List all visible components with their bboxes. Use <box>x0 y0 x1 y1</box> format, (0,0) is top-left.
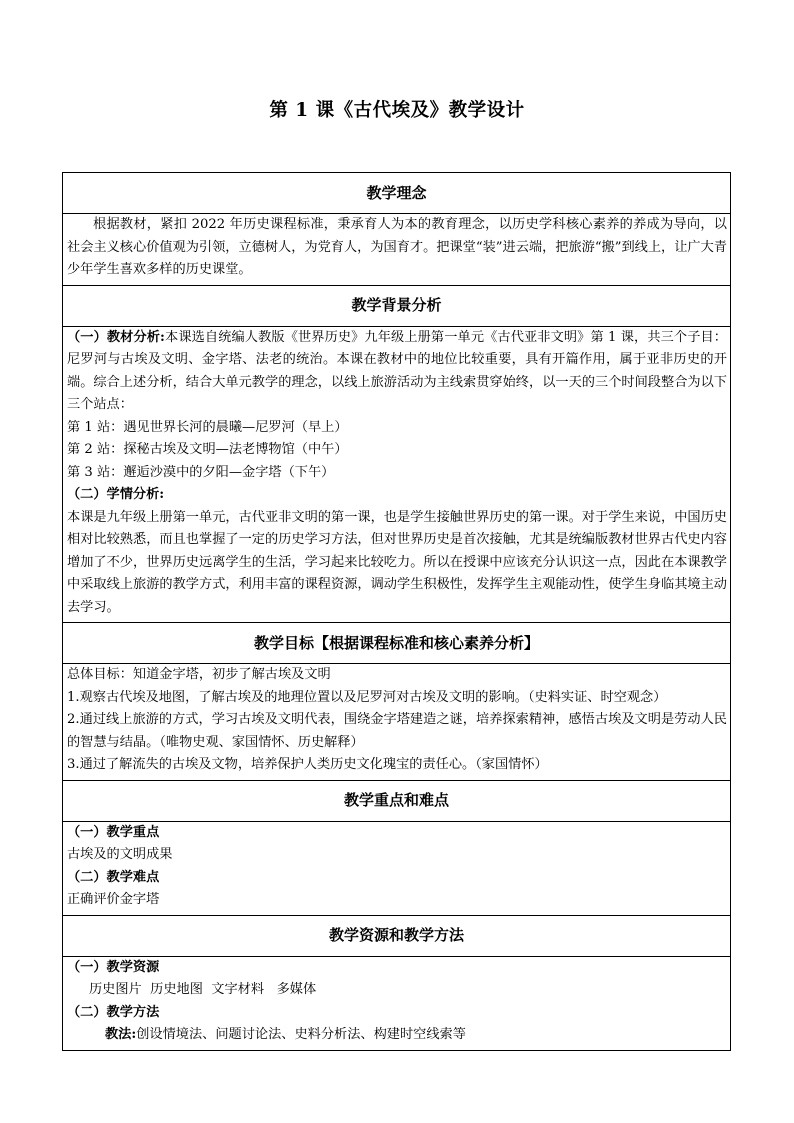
station-item: 第 1 站：遇见世界长河的晨曦—尼罗河（早上） <box>67 419 348 435</box>
philosophy-content-row <box>63 214 731 286</box>
section-heading-philosophy: 教学理念 <box>63 173 731 214</box>
section-heading-keypoints: 教学重点和难点 <box>63 780 731 821</box>
resources-content-row <box>63 956 731 1050</box>
objective-item: 3.通过了解流失的古埃及文物，培养保护人类历史文化瑰宝的责任心。（家国情怀） <box>67 757 548 772</box>
resource-label: （一）教学资源 <box>67 959 160 975</box>
difficult-point-text: 正确评价金字塔 <box>67 892 160 907</box>
section-heading-objectives: 教学目标【根据课程标准和核心素养分析】 <box>63 623 731 664</box>
objective-item: 2.通过线上旅游的方式，学习古埃及文明代表，围绕金字塔建造之谜，培养探索精神，感悟古埃及文明是劳动人民的智慧与结晶。（唯物史观、家国情怀、历史解释） <box>67 712 727 750</box>
resources-cell <box>63 956 731 1050</box>
philosophy-text: 根据教材，紧扣 2022 年历史课程标准，秉承育人为本的教育理念，以历史学科核心素养的养成为导向，以社会主义核心价值观为引领，立德树人，为党育人，为国育才。把课堂“装”进云端，把旅游“搬”到线上，让广大青少年学生喜欢多样的历史课堂。 <box>67 217 727 277</box>
keypoints-cell <box>63 821 731 915</box>
textbook-analysis-label: （一）教材分析: <box>67 329 165 345</box>
key-point-label: （一）教学重点 <box>67 824 160 840</box>
background-heading-row <box>63 285 731 326</box>
station-item: 第 3 站：邂逅沙漠中的夕阳—金字塔（下午） <box>67 464 335 480</box>
teaching-method-line <box>67 1024 727 1047</box>
objectives-cell <box>63 664 731 781</box>
learner-analysis-text: 本课是九年级上册第一单元，古代亚非文明的第一课，也是学生接触世界历史的第一课。对于学生来说，中国历史相对比较熟悉，而且也掌握了一定的历史学习方法，但对世界历史是首次接触，尤其是统编版教材世界古代史内容增加了不少，世界历史远离学生的生活，学习起来比较吃力。所以在授课中应该充分认识这一点，因此在本课教学中采取线上旅游的教学方式，利用丰富的课程资源，调动学生积极性，发挥学生主观能动性，使学生身临其境主动去学习。 <box>67 509 727 615</box>
textbook-analysis-paragraph <box>67 327 727 417</box>
method-label: （二）教学方法 <box>67 1004 160 1020</box>
document-title: 第 1 课《古代埃及》教学设计 <box>269 100 525 121</box>
keypoints-heading-row <box>63 780 731 821</box>
keypoints-content-row <box>63 821 731 915</box>
difficult-point-label: （二）教学难点 <box>67 869 160 885</box>
key-point-text: 古埃及的文明成果 <box>67 847 173 862</box>
philosophy-heading-row <box>63 173 731 214</box>
philosophy-cell <box>63 214 731 286</box>
objectives-content-row <box>63 664 731 781</box>
objectives-heading-row <box>63 623 731 664</box>
resource-text: 历史图片 历史地图 文字材料 多媒体 <box>89 982 317 997</box>
background-cell <box>63 326 731 623</box>
background-content-row <box>63 326 731 623</box>
objective-item: 总体目标：知道金字塔，初步了解古埃及文明 <box>67 667 331 682</box>
station-item: 第 2 站：探秘古埃及文明—法老博物馆（中午） <box>67 442 348 457</box>
teaching-method-text: 创设情境法、问题讨论法、史料分析法、构建时空线索等 <box>136 1027 466 1042</box>
section-heading-resources: 教学资源和教学方法 <box>63 915 731 956</box>
learner-analysis-label: （二）学情分析: <box>67 487 165 502</box>
resources-heading-row <box>63 915 731 956</box>
objective-item: 1.观察古代埃及地图，了解古埃及的地理位置以及尼罗河对古埃及文明的影响。（史料实证、时空观念） <box>67 689 667 705</box>
section-heading-background: 教学背景分析 <box>63 285 731 326</box>
teaching-method-label: 教法: <box>105 1027 137 1042</box>
textbook-analysis-text: 本课选自统编人教版《世界历史》九年级上册第一单元《古代亚非文明》第 1 课，共三个子目：尼罗河与古埃及文明、金字塔、法老的统治。本课在教材中的地位比较重要，具有开篇作用，属于亚非历史的开端。综合上述分析，结合大单元教学的理念，以线上旅游活动为主线索贯穿始终，以一天的三个时间段整合为以下三个站点： <box>67 329 727 412</box>
lesson-plan-table <box>62 172 731 1051</box>
